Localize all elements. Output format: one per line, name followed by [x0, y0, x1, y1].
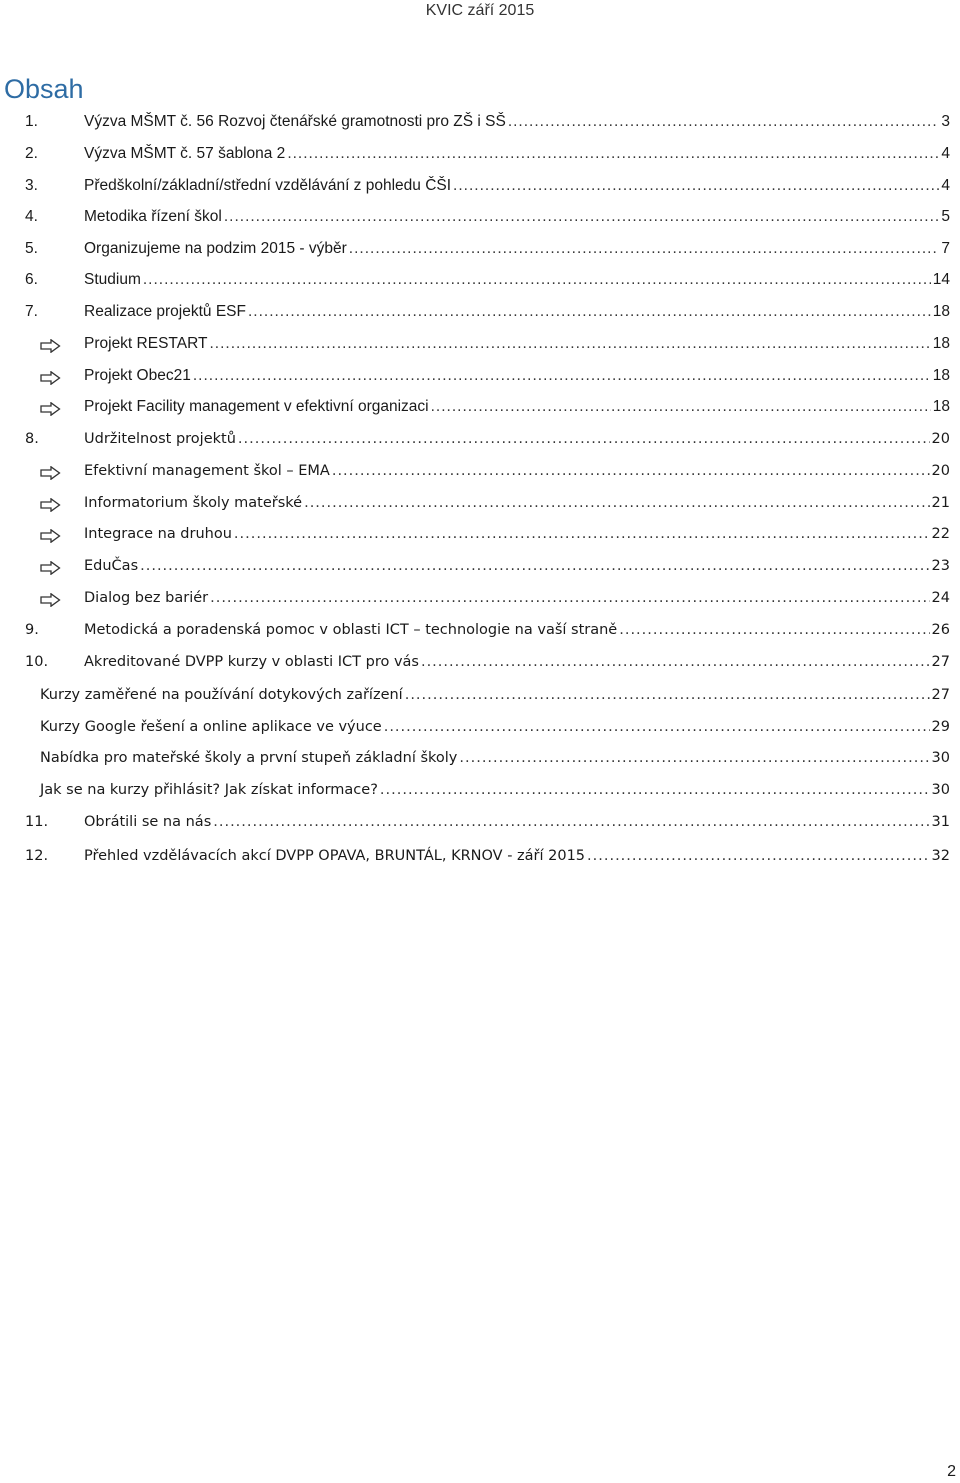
toc-entry[interactable]	[0, 237, 950, 261]
toc-entry[interactable]	[0, 683, 950, 707]
dot-leader	[234, 522, 930, 546]
dot-leader	[287, 142, 939, 166]
toc-entry-label: Projekt RESTART	[84, 335, 208, 352]
toc-entry-page: 20	[931, 431, 950, 447]
toc-entry-label: Kurzy Google řešení a online aplikace ve výuce	[40, 719, 382, 735]
toc-entry[interactable]	[0, 205, 950, 229]
toc-entry-page: 32	[931, 848, 950, 864]
toc-entry-page: 30	[931, 782, 950, 798]
toc-entry[interactable]	[0, 778, 950, 802]
dot-leader	[380, 778, 930, 802]
toc-entry-page: 27	[931, 687, 950, 703]
toc-entry[interactable]	[0, 427, 950, 451]
toc-entry-page: 26	[931, 622, 950, 638]
toc-entry-label: Efektivní management škol – EMA	[84, 463, 330, 479]
toc-entry-label: Předškolní/základní/střední vzdělávání z pohledu ČŠI	[84, 177, 452, 194]
toc-entry[interactable]	[0, 715, 950, 739]
toc-entry-label: Metodika řízení škol	[84, 208, 222, 225]
dot-leader	[421, 650, 930, 674]
toc-entry-page: 30	[931, 750, 950, 766]
toc-entry[interactable]	[0, 554, 950, 578]
toc-entry-page: 22	[931, 526, 950, 542]
hollow-right-arrow-icon	[40, 496, 62, 510]
toc-entry-label: Výzva MŠMT č. 57 šablona 2	[84, 145, 286, 162]
toc-entry-label: Jak se na kurzy přihlásit? Jak získat informace?	[40, 782, 378, 798]
toc-entry-label: Informatorium školy mateřské	[84, 495, 303, 511]
toc-entry-label: Realizace projektů ESF	[84, 303, 246, 320]
toc-entry-label: Kurzy zaměřené na používání dotykových zařízení	[40, 687, 403, 703]
toc-entry-number: 12.	[25, 848, 49, 864]
toc-entry-page: 4	[941, 177, 950, 194]
dot-leader	[140, 554, 929, 578]
hollow-right-arrow-icon	[40, 591, 62, 605]
toc-entry-page: 23	[931, 558, 950, 574]
dot-leader	[405, 683, 930, 707]
toc-entry[interactable]	[0, 586, 950, 610]
running-header: KVIC září 2015	[425, 2, 535, 19]
toc-entry[interactable]	[0, 491, 950, 515]
toc-entry-number: 8.	[25, 431, 39, 447]
toc-entry-label: EduČas	[84, 558, 139, 574]
dot-leader	[453, 174, 939, 198]
toc-entry-number: 5.	[25, 240, 38, 257]
toc-entry[interactable]	[0, 268, 950, 292]
toc-entry[interactable]	[0, 142, 950, 166]
toc-entry-label: Přehled vzdělávacích akcí DVPP OPAVA, BRUNTÁL, KRNOV - září 2015	[84, 848, 586, 864]
dot-leader	[248, 300, 931, 324]
dot-leader	[619, 618, 929, 642]
toc-entry-page: 21	[931, 495, 950, 511]
toc-entry[interactable]	[0, 650, 950, 674]
toc-title: Obsah	[4, 74, 84, 104]
toc-entry-label: Integrace na druhou	[84, 526, 232, 542]
dot-leader	[384, 715, 930, 739]
hollow-right-arrow-icon	[40, 337, 62, 351]
toc-entry-number: 1.	[25, 113, 38, 130]
toc-entry[interactable]	[0, 844, 950, 868]
toc-entry-number: 11.	[25, 814, 49, 830]
toc-entry[interactable]	[0, 459, 950, 483]
toc-entry-label: Udržitelnost projektů	[84, 431, 236, 447]
toc-entry[interactable]	[0, 810, 950, 834]
toc-entry-page: 5	[941, 208, 950, 225]
toc-entry-label: Výzva MŠMT č. 56 Rozvoj čtenářské gramotnosti pro ZŠ i SŠ	[84, 113, 506, 130]
toc-entry-number: 9.	[25, 622, 39, 638]
dot-leader	[587, 844, 930, 868]
dot-leader	[431, 395, 931, 419]
dot-leader	[459, 746, 929, 770]
dot-leader	[210, 586, 929, 610]
toc-entry-page: 18	[932, 398, 950, 415]
dot-leader	[304, 491, 929, 515]
toc-entry-page: 29	[931, 719, 950, 735]
toc-entry[interactable]	[0, 300, 950, 324]
toc-entry[interactable]	[0, 522, 950, 546]
toc-entry-label: Dialog bez bariér	[84, 590, 209, 606]
dot-leader	[193, 364, 931, 388]
hollow-right-arrow-icon	[40, 527, 62, 541]
toc-entry-page: 27	[931, 654, 950, 670]
page-number: 2	[947, 1463, 956, 1480]
toc-entry-page: 18	[932, 303, 950, 320]
dot-leader	[238, 427, 930, 451]
toc-entry-label: Obrátili se na nás	[84, 814, 212, 830]
toc-entry-page: 3	[941, 113, 950, 130]
toc-entry-number: 2.	[25, 145, 38, 162]
dot-leader	[213, 810, 929, 834]
toc-entry-number: 4.	[25, 208, 38, 225]
toc-entry-label: Organizujeme na podzim 2015 - výběr	[84, 240, 347, 257]
toc-entry[interactable]	[0, 395, 950, 419]
toc-entry-label: Studium	[84, 271, 141, 288]
dot-leader	[349, 237, 940, 261]
toc-entry-label: Akreditované DVPP kurzy v oblasti ICT pro vás	[84, 654, 419, 670]
toc-entry[interactable]	[0, 110, 950, 134]
hollow-right-arrow-icon	[40, 559, 62, 573]
dot-leader	[508, 110, 940, 134]
toc-entry[interactable]	[0, 174, 950, 198]
dot-leader	[209, 332, 930, 356]
toc-entry-number: 3.	[25, 177, 38, 194]
hollow-right-arrow-icon	[40, 369, 62, 383]
toc-entry[interactable]	[0, 618, 950, 642]
toc-entry-page: 18	[932, 367, 950, 384]
toc-entry-page: 18	[932, 335, 950, 352]
toc-entry-page: 20	[931, 463, 950, 479]
dot-leader	[224, 205, 940, 229]
toc-entry-page: 31	[931, 814, 950, 830]
toc-entry-label: Metodická a poradenská pomoc v oblasti ICT – technologie na vaší straně	[84, 622, 618, 638]
toc-entry-number: 6.	[25, 271, 38, 288]
toc-entry-number: 7.	[25, 303, 38, 320]
dot-leader	[332, 459, 930, 483]
toc-entry-number: 10.	[25, 654, 49, 670]
dot-leader	[143, 268, 931, 292]
toc-entry-label: Nabídka pro mateřské školy a první stupeň základní školy	[40, 750, 458, 766]
toc-entry-page: 7	[941, 240, 950, 257]
toc-entry-label: Projekt Facility management v efektivní organizaci	[84, 398, 429, 415]
toc-entry-page: 14	[932, 271, 950, 288]
hollow-right-arrow-icon	[40, 400, 62, 414]
toc-entry[interactable]	[0, 746, 950, 770]
hollow-right-arrow-icon	[40, 464, 62, 478]
toc-entry[interactable]	[0, 332, 950, 356]
toc-entry-page: 4	[941, 145, 950, 162]
toc-entry-page: 24	[931, 590, 950, 606]
toc-entry-label: Projekt Obec21	[84, 367, 191, 384]
toc-entry[interactable]	[0, 364, 950, 388]
